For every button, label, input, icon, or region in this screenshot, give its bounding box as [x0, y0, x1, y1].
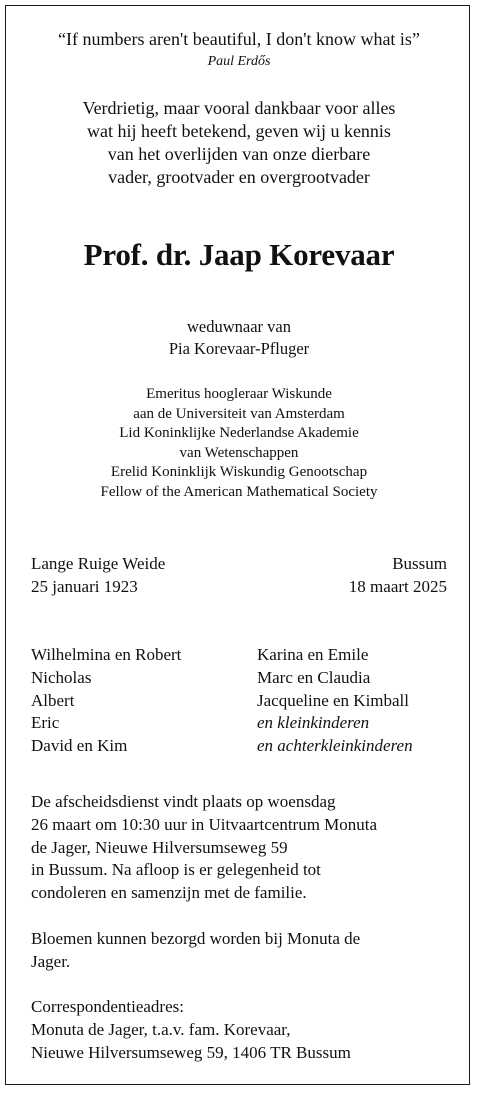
- family-member: Eric: [31, 713, 60, 733]
- widower-block: [0, 316, 478, 360]
- service-line: in Bussum. Na afloop is er gelegenheid tot: [31, 860, 321, 880]
- service-paragraph: [31, 791, 451, 905]
- title-line: Fellow of the American Mathematical Society: [100, 483, 378, 500]
- academic-titles: [0, 385, 478, 502]
- family-member: David en Kim: [31, 736, 128, 756]
- birth-date: 25 januari 1923: [31, 577, 138, 596]
- title-line: Lid Koninklijke Nederlandse Akademie: [119, 425, 359, 441]
- correspondence-paragraph: [31, 996, 451, 1064]
- intro-line: Verdrietig, maar vooral dankbaar voor alles: [82, 98, 396, 118]
- flowers-line: Bloemen kunnen bezorgd worden bij Monuta de: [31, 929, 361, 948]
- death-date: 18 maart 2025: [348, 577, 447, 596]
- service-line: condoleren en samenzijn met de familie.: [31, 883, 307, 903]
- intro-line: vader, grootvader en overgrootvader: [108, 167, 370, 187]
- epigraph-author: Paul Erdős: [207, 54, 271, 69]
- intro-line: wat hij heeft betekend, geven wij u kennis: [87, 121, 391, 141]
- intro-text: [0, 97, 478, 189]
- flowers-line: Jager.: [31, 951, 71, 971]
- death-place: Bussum: [392, 554, 447, 573]
- family-member: Nicholas: [31, 667, 92, 687]
- service-line: De afscheidsdienst vindt plaats op woensdag: [31, 792, 336, 811]
- family-member: Wilhelmina en Robert: [31, 645, 182, 664]
- correspondence-line: Nieuwe Hilversumseweg 59, 1406 TR Bussum: [31, 1042, 351, 1062]
- family-member: Karina en Emile: [257, 645, 369, 664]
- birth-place: Lange Ruige Weide: [31, 554, 166, 573]
- correspondence-line: Monuta de Jager, t.a.v. fam. Korevaar,: [31, 1019, 291, 1039]
- flowers-paragraph: [31, 928, 451, 974]
- title-line: Erelid Koninklijk Wiskundig Genootschap: [110, 464, 368, 480]
- service-line: de Jager, Nieuwe Hilversumseweg 59: [31, 837, 288, 857]
- grandchildren-line: en kleinkinderen: [257, 713, 370, 733]
- epigraph-quote: “If numbers aren't beautiful, I don't know what is”: [58, 29, 420, 49]
- family-member: Albert: [31, 690, 75, 710]
- intro-line: van het overlijden van onze dierbare: [107, 144, 371, 164]
- family-list-right: [257, 644, 413, 758]
- widower-label: weduwnaar van: [187, 317, 291, 336]
- correspondence-label: Correspondentieadres:: [31, 997, 184, 1016]
- spouse-name: Pia Korevaar-Pfluger: [168, 339, 310, 358]
- family-list-left: [31, 644, 181, 758]
- deceased-name: Prof. dr. Jaap Korevaar: [83, 237, 395, 272]
- title-line: Emeritus hoogleraar Wiskunde: [146, 386, 332, 402]
- great-grandchildren-line: en achterkleinkinderen: [257, 736, 413, 756]
- family-member: Jacqueline en Kimball: [257, 690, 410, 710]
- title-line: van Wetenschappen: [179, 444, 299, 461]
- service-line: 26 maart om 10:30 uur in Uitvaartcentrum Monuta: [31, 814, 378, 834]
- title-line: aan de Universiteit van Amsterdam: [133, 405, 345, 422]
- family-member: Marc en Claudia: [257, 667, 371, 687]
